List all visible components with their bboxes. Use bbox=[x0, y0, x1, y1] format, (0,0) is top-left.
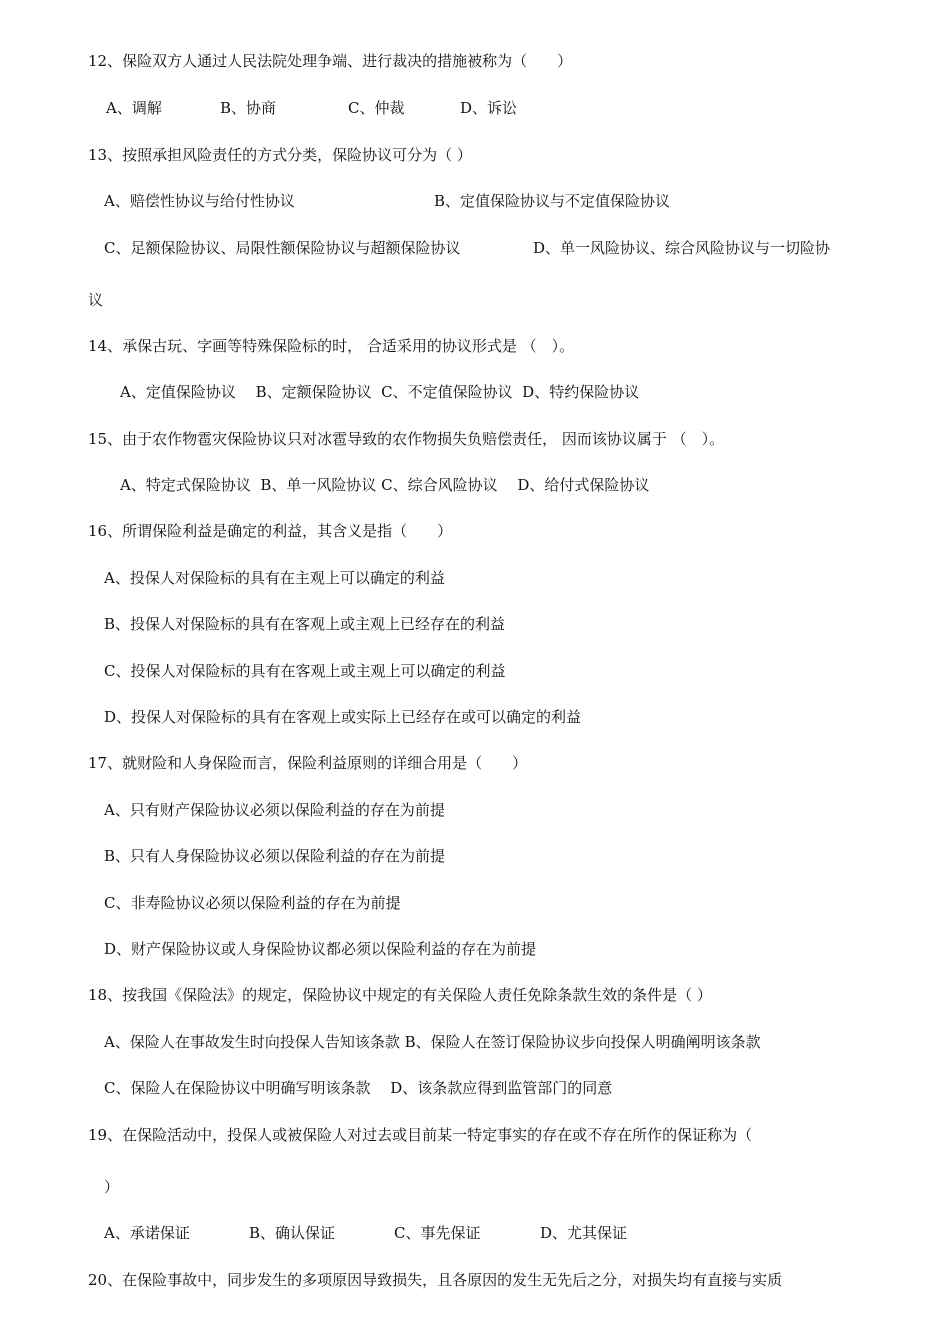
question-18-stem: 18、按我国《保险法》的规定，保险协议中规定的有关保险人责任免除条款生效的条件是（ ） bbox=[88, 986, 712, 1004]
question-16-stem: 16、所谓保险利益是确定的利益，其含义是指（ ） bbox=[88, 522, 453, 540]
question-19-option-b: B、确认保证 bbox=[249, 1224, 336, 1242]
question-15-options: A、特定式保险协议 B、单一风险协议 C、综合风险协议 D、给付式保险协议 bbox=[120, 476, 650, 494]
question-19-option-a: A、承诺保证 bbox=[104, 1224, 190, 1242]
question-13-option-d-continued: 议 bbox=[88, 291, 104, 309]
question-19-option-c: C、事先保证 bbox=[394, 1224, 481, 1242]
question-17-option-b: B、只有人身保险协议必须以保险利益的存在为前提 bbox=[104, 847, 446, 865]
question-13-option-b: B、定值保险协议与不定值保险协议 bbox=[434, 192, 671, 210]
question-13-option-d: D、单一风险协议、综合风险协议与一切险协 bbox=[533, 239, 831, 257]
question-16-option-d: D、投保人对保险标的具有在客观上或实际上已经存在或可以确定的利益 bbox=[104, 708, 582, 726]
question-13-stem: 13、按照承担风险责任的方式分类，保险协议可分为（ ） bbox=[88, 146, 472, 164]
question-17-option-d: D、财产保险协议或人身保险协议都必须以保险利益的存在为前提 bbox=[104, 940, 537, 958]
question-14-stem: 14、承保古玩、字画等特殊保险标的时， 合适采用的协议形式是 （ ）。 bbox=[88, 337, 575, 355]
question-17-stem: 17、就财险和人身保险而言，保险利益原则的详细合用是（ ） bbox=[88, 754, 528, 772]
question-19-option-d: D、尤其保证 bbox=[540, 1224, 628, 1242]
question-18-options-ab: A、保险人在事故发生时向投保人告知该条款 B、保险人在签订保险协议步向投保人明确阐明该条款 bbox=[104, 1033, 761, 1051]
question-14-options: A、定值保险协议 B、定额保险协议 C、不定值保险协议 D、特约保险协议 bbox=[120, 383, 640, 401]
question-18-options-cd: C、保险人在保险协议中明确写明该条款 D、该条款应得到监管部门的同意 bbox=[104, 1079, 613, 1097]
question-20-stem: 20、在保险事故中，同步发生的多项原因导致损失，且各原因的发生无先后之分，对损失均有直接与实质 bbox=[88, 1271, 783, 1289]
question-17-option-a: A、只有财产保险协议必须以保险利益的存在为前提 bbox=[104, 801, 445, 819]
question-15-stem: 15、由于农作物雹灾保险协议只对冰雹导致的农作物损失负赔偿责任， 因而该协议属于 （ ）。 bbox=[88, 430, 725, 448]
question-12-option-c: C、仲裁 bbox=[348, 99, 405, 117]
question-17-option-c: C、非寿险协议必须以保险利益的存在为前提 bbox=[104, 894, 401, 912]
question-16-option-a: A、投保人对保险标的具有在主观上可以确定的利益 bbox=[104, 569, 445, 587]
question-19-stem: 19、在保险活动中，投保人或被保险人对过去或目前某一特定事实的存在或不存在所作的保证称为（ bbox=[88, 1126, 753, 1144]
question-19-stem-continued: ） bbox=[104, 1178, 120, 1196]
question-16-option-c: C、投保人对保险标的具有在客观上或主观上可以确定的利益 bbox=[104, 662, 506, 680]
question-12-option-d: D、诉讼 bbox=[460, 99, 518, 117]
question-12-option-b: B、协商 bbox=[220, 99, 277, 117]
question-16-option-b: B、投保人对保险标的具有在客观上或主观上已经存在的利益 bbox=[104, 615, 506, 633]
question-13-option-c: C、足额保险协议、局限性额保险协议与超额保险协议 bbox=[104, 239, 461, 257]
question-12-option-a: A、调解 bbox=[106, 99, 162, 117]
question-12-stem: 12、保险双方人通过人民法院处理争端、进行裁决的措施被称为（ ） bbox=[88, 52, 573, 70]
question-13-option-a: A、赔偿性协议与给付性协议 bbox=[104, 192, 295, 210]
